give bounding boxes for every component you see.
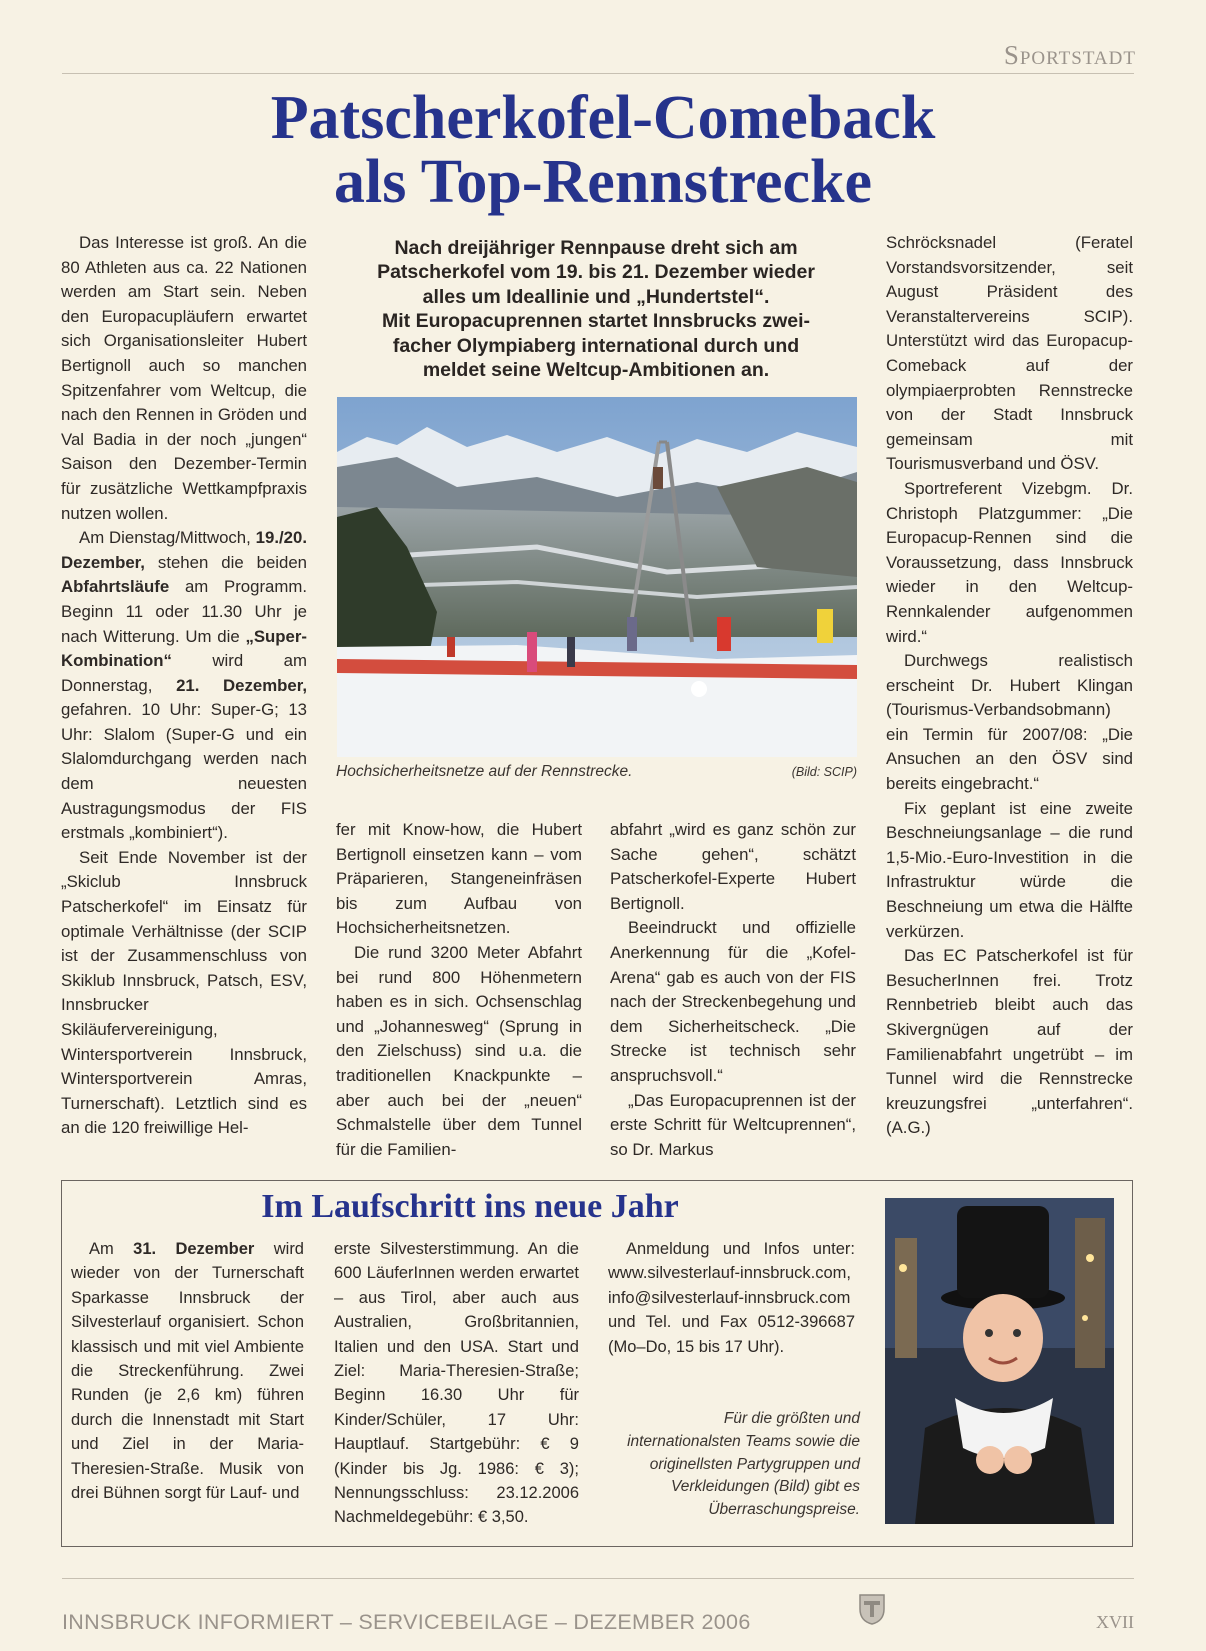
page-number: XVII — [1096, 1612, 1134, 1632]
bottom-divider — [62, 1578, 1134, 1579]
race-track-photo — [337, 397, 857, 757]
article-column-1 — [61, 231, 307, 1141]
col2-paragraph-1: fer mit Know-how, die Hubert Bertignoll einsetzen kann – vom Präparieren, Stangeneinfräsen bis zum Aufbau von Hochsicherheitsnetzen. — [336, 820, 582, 938]
lead-line: meldet seine Weltcup-Ambitionen an. — [422, 359, 770, 382]
box-col3-paragraph: Anmeldung und Infos unter: www.silvesterlauf-innsbruck.com, info@silvesterlauf-innsbruck.com und Tel. und Fax 0512-396687 (Mo–Do, 15 bis 17 Uhr). — [608, 1240, 855, 1356]
text-span: stehen die beiden — [157, 552, 308, 572]
event-highlight: Abfahrtsläufe — [61, 577, 170, 597]
col4-paragraph-5: Das EC Patscherkofel ist für BesucherInnen frei. Trotz Rennbetrieb bleibt auch das Skivergnügen auf der Familienabfahrt ungetrübt – im Tunnel wird die Rennstrecke kreuzungsfrei „unterfahren“. (A.G.) — [886, 946, 1133, 1138]
date-highlight: 21. Dezember, — [176, 675, 307, 695]
photo-credit: (Bild: SCIP) — [791, 765, 857, 779]
city-crest-icon — [858, 1591, 886, 1625]
page-footer: INNSBRUCK INFORMIERT – SERVICEBEILAGE – DEZEMBER 2006 — [62, 1610, 751, 1634]
col1-paragraph-1: Das Interesse ist groß. An die 80 Athleten aus ca. 22 Nationen werden am Start sein. Neben den Europacupläufern erwartet sich Organisationsleiter Hubert Bertignoll auch so manchen Spitzenfahrer vom Weltcup, die nach den Rennen in Gröden und Val Badia in der noch „jungen“ Saison den Dezember-Termin für zusätzliche Wettkampfpraxis nutzen wollen. — [61, 233, 307, 523]
headline-line-1: Patscherkofel-Comeback — [270, 84, 936, 152]
lead-line: facher Olympiaberg international durch und — [392, 334, 800, 357]
text-span: wird am Donnerstag, — [61, 651, 307, 695]
col3-paragraph-2: Beeindruckt und offizielle Anerkennung für die „Kofel-Arena“ gab es auch von der FIS nach der Streckenbegehung und dem Sicherheitscheck. „Die Strecke ist technisch sehr anspruchsvoll.“ — [610, 918, 856, 1085]
article-column-3 — [610, 818, 856, 1162]
text-span: gefahren. 10 Uhr: Super-G; 13 Uhr: Slalom (Super-G und ein Slalomdurchgang werden nach dem neuesten Austragungsmodus der FIS erstmals „kombiniert“). — [61, 700, 307, 843]
race-track-photo-art — [337, 397, 857, 757]
lead-line: Mit Europacuprennen startet Innsbrucks zwei- — [382, 310, 810, 333]
col4-paragraph-2: Sportreferent Vizebgm. Dr. Christoph Platzgummer: „Die Europacup-Rennen sind die Voraussetzung, dass Innsbruck wieder in den Weltcup-Rennkalender aufgenommen wird.“ — [886, 478, 1133, 646]
col4-paragraph-3: Durchwegs realistisch erscheint Dr. Hubert Klingan (Tourismus-Verbandsobmann) ein Termin für 2007/08: „Die Ansuchen an den ÖSV sind bereits eingebracht.“ — [886, 651, 1133, 794]
text-span: wird wieder von der Turnerschaft Sparkasse Innsbruck der Silvesterlauf organisiert. Schon klassisch und mit viel Ambiente die Streckenführung. Zwei Runden (je 2,6 km) führen durch die Innenstadt mit Start und Ziel in der Maria-Theresien-Straße. Musik von drei Bühnen sorgt für Lauf- und — [71, 1240, 304, 1503]
section-label: Sportstadt — [1003, 40, 1136, 70]
date-highlight: 31. Dezember — [133, 1240, 255, 1258]
col1-paragraph-3: Seit Ende November ist der „Skiclub Innsbruck Patscherkofel“ im Einsatz für optimale Verhältnisse (der SCIP ist der Zusammenschluss von Skiklub Innsbruck, Patsch, ESV, Innsbrucker Skiläufervereinigung, Wintersportverein Innsbruck, Wintersportverein Amras, Turnerschaft). Letztlich sind es an die 120 freiwillige Hel- — [61, 847, 307, 1138]
box-column-1 — [71, 1237, 304, 1505]
box-prize-note: Für die größten und internationalsten Teams sowie die originellsten Partygruppen und Verkleidungen (Bild) gibt es Überraschungspreise. — [627, 1410, 860, 1519]
caption-text: Hochsicherheitsnetze auf der Rennstrecke. — [336, 763, 633, 780]
event-highlight: „Super-Kombination“ — [61, 626, 307, 671]
photo-caption — [336, 763, 857, 781]
col3-paragraph-1: abfahrt „wird es ganz schön zur Sache gehen“, schätzt Patscherkofel-Experte Hubert Bertignoll. — [610, 820, 856, 913]
lead-line: Nach dreijähriger Rennpause dreht sich am — [394, 237, 798, 259]
box-col1-paragraph — [71, 1237, 304, 1505]
col2-paragraph-2: Die rund 3200 Meter Abfahrt bei rund 800 Höhenmetern haben es in sich. Ochsenschlag und „Johannesweg“ (Sprung in den Zielschuss) sind u.a. die traditionellen Knackpunkte – aber auch bei der „neuen“ Schmalstelle über dem Tunnel für die Familien- — [336, 942, 582, 1159]
col3-paragraph-3: „Das Europacuprennen ist der erste Schritt für Weltcuprennen“, so Dr. Markus — [610, 1090, 856, 1159]
box-col2-paragraph: erste Silvesterstimmung. An die 600 LäuferInnen werden erwartet – aus Tirol, aber auch aus Australien, Großbritannien, Italien und den USA. Start und Ziel: Maria-Theresien-Straße; Beginn 16.30 Uhr für Kinder/Schüler, 17 Uhr: Hauptlauf. Startgebühr: € 9 (Kinder bis Jg. 1986: € 3); Nennungsschluss: 23.12.2006 Nachmeldegebühr: € 3,50. — [334, 1240, 579, 1527]
article-column-2 — [336, 818, 582, 1162]
text-span: Am — [89, 1240, 114, 1258]
runner-costume-photo — [885, 1198, 1114, 1524]
date-highlight: 19./20. Dezember, — [61, 528, 307, 572]
article-lead — [336, 236, 856, 382]
col1-paragraph-2 — [61, 526, 307, 846]
box-title: Im Laufschritt ins neue Jahr — [261, 1188, 679, 1225]
box-column-3 — [608, 1237, 855, 1359]
text-span: Am Dienstag/Mittwoch, — [79, 528, 251, 548]
headline-line-2: als Top-Rennstrecke — [334, 148, 872, 216]
article-column-4 — [886, 231, 1133, 1141]
top-divider — [62, 73, 1134, 74]
col4-paragraph-1: Schröcksnadel (Feratel Vorstandsvorsitzender, seit August Präsident des Veranstaltervereins SCIP). Unterstützt wird das Europacup-Comeback auf der olympiaerprobten Rennstrecke von der Stadt Innsbruck gemeinsam mit Tourismusverband und ÖSV. — [886, 233, 1133, 474]
runner-costume-photo-art — [885, 1198, 1114, 1524]
box-column-2 — [334, 1237, 579, 1530]
text-span: am Programm. Beginn 11 oder 11.30 Uhr je nach Witterung. Um die — [61, 577, 307, 646]
col4-paragraph-4: Fix geplant ist eine zweite Beschneiungsanlage – die rund 1,5-Mio.-Euro-Investition in die Infrastruktur würde die Beschneiung um etwa die Hälfte verkürzen. — [886, 798, 1133, 941]
lead-line: alles um Ideallinie und „Hundertstel“. — [422, 285, 770, 308]
lead-line: Patscherkofel vom 19. bis 21. Dezember wieder — [377, 261, 815, 284]
article-headline — [0, 86, 1206, 214]
